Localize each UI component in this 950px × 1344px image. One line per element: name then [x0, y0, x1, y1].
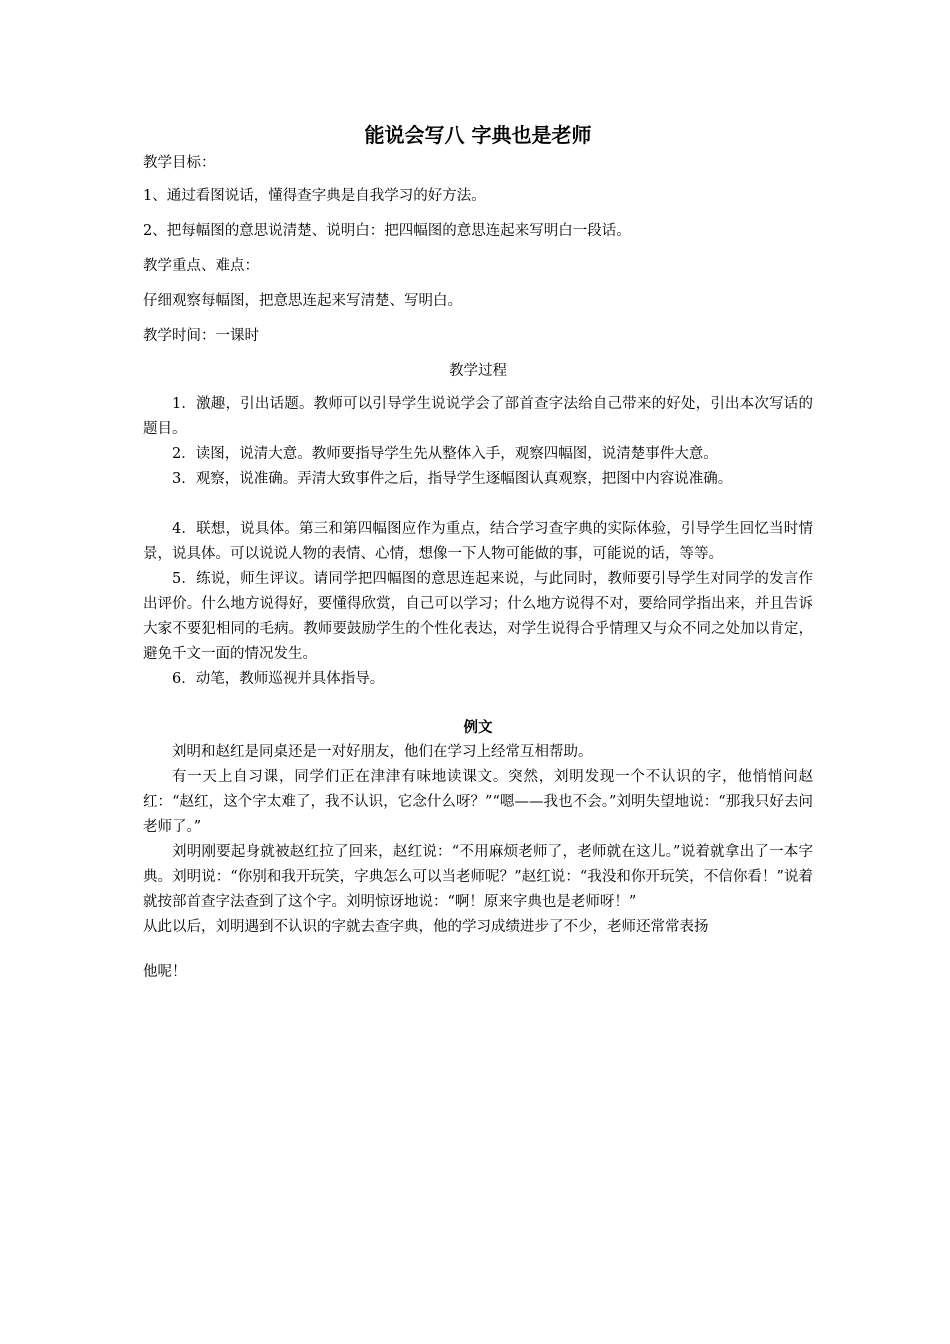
- closing-line-1: 从此以后，刘明遇到不认识的字就去查字典，他的学习成绩进步了不少，老师还常常表扬: [143, 919, 709, 935]
- teaching-time: 教学时间：一课时: [143, 328, 259, 344]
- example-paragraph-1: 刘明和赵红是同桌还是一对好朋友，他们在学习上经常互相帮助。: [172, 744, 593, 760]
- step-4: 4．联想，说具体。第三和第四幅图应作为重点，结合学习查字典的实际体验，引导学生回忆当时情景，说具体。可以说说人物的表情、心情，想像一下人物可能做的事，可能说的话，等等。: [143, 521, 813, 562]
- document-title: 能说会写八 字典也是老师: [364, 123, 592, 147]
- keypoints-text: 仔细观察每幅图，把意思连起来写清楚、写明白。: [143, 293, 462, 309]
- step-2: 2．读图，说清大意。教师要指导学生先从整体入手，观察四幅图，说清楚事件大意。: [172, 446, 718, 462]
- goal-1: 1、通过看图说话，懂得查字典是自我学习的好方法。: [143, 188, 486, 204]
- example-paragraph-3: 刘明刚要起身就被赵红拉了回来，赵红说：“不用麻烦老师了，老师就在这儿。”说着就拿出了一本字典。刘明说：“你别和我开玩笑，字典怎么可以当老师呢？”赵红说：“我没和你开玩笑，不信你看！”说着就按部首查字法查到了这个字。刘明惊讶地说：“啊！原来字典也是老师呀！”: [143, 844, 813, 910]
- example-paragraph-2: 有一天上自习课，同学们正在津津有味地读课文。突然，刘明发现一个不认识的字，他悄悄问赵红：“赵红，这个字太难了，我不认识，它念什么呀？”“嗯——我也不会。”刘明失望地说：“那我只好去问老师了。”: [143, 769, 813, 835]
- goals-heading: 教学目标：: [143, 155, 216, 171]
- step-1: 1．激趣，引出话题。教师可以引导学生说说学会了部首查字法给自己带来的好处，引出本次写话的题目。: [143, 396, 813, 437]
- example-heading: 例文: [463, 720, 493, 736]
- step-3: 3．观察，说准确。弄清大致事件之后，指导学生逐幅图认真观察，把图中内容说准确。: [172, 471, 733, 487]
- keypoints-heading: 教学重点、难点：: [143, 258, 259, 274]
- closing-line-2: 他呢！: [143, 964, 187, 980]
- step-5: 5．练说，师生评议。请同学把四幅图的意思连起来说，与此同时，教师要引导学生对同学的发言作出评价。什么地方说得好，要懂得欣赏，自己可以学习；什么地方说得不对，要给同学指出来，并且告诉大家不要犯相同的毛病。教师要鼓励学生的个性化表达，对学生说得合乎情理又与众不同之处加以肯定，避免千文一面的情况发生。: [143, 571, 813, 662]
- step-6: 6．动笔，教师巡视并具体指导。: [172, 671, 385, 687]
- goal-2: 2、把每幅图的意思说清楚、说明白：把四幅图的意思连起来写明白一段话。: [143, 223, 631, 239]
- process-heading: 教学过程: [449, 363, 507, 379]
- document-page: [143, 120, 813, 985]
